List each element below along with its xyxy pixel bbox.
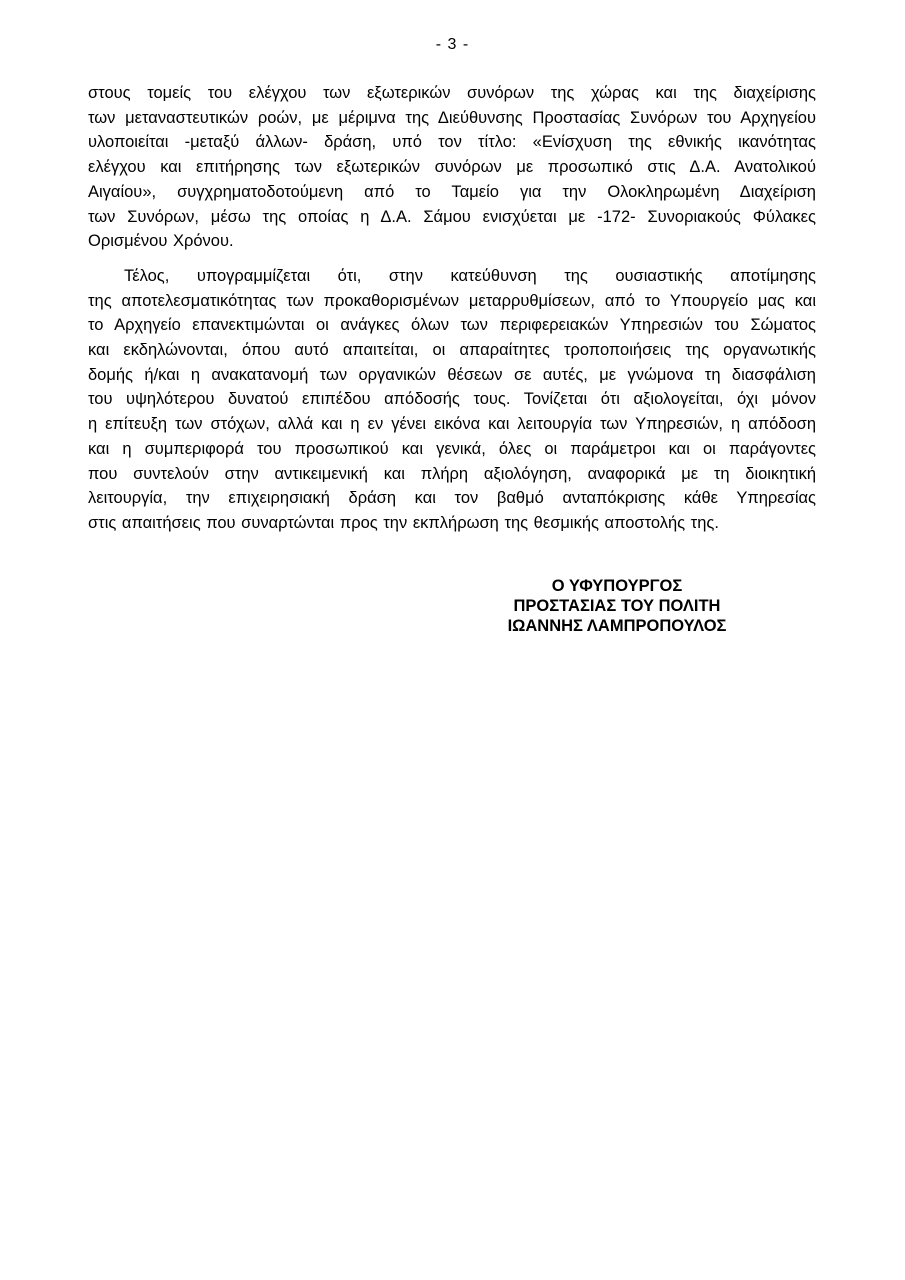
text-line: στους τομείς του ελέγχου των εξωτερικών συνόρων της χώρας και της διαχείρισης — [88, 84, 816, 102]
text-line: υλοποιείται -μεταξύ άλλων- δράση, υπό τον τίτλο: «Ενίσχυση της εθνικής ικανότητας — [88, 133, 816, 152]
text-line: και η συμπεριφορά του προσωπικού και γενικά, όλες οι παράμετροι και οι παράγοντες — [88, 439, 816, 458]
text-line: των Συνόρων, μέσω της οποίας η Δ.Α. Σάμου ενισχύεται με -172- Συνοριακούς Φύλακες — [88, 207, 816, 226]
paragraph — [88, 264, 816, 536]
page-number: - 3 - — [435, 36, 470, 53]
signature-name: ΙΩΑΝΝΗΣ ΛΑΜΠΡΟΠΟΥΛΟΣ — [507, 616, 727, 635]
text-line: Αιγαίου», συγχρηματοδοτούμενη από το Ταμείο για την Ολοκληρωμένη Διαχείριση — [88, 182, 816, 201]
signature-block — [466, 576, 768, 636]
document-body — [88, 81, 816, 636]
text-line: στις απαιτήσεις που συναρτώνται προς την εκπλήρωση της θεσμικής αποστολής της. — [88, 513, 719, 532]
text-line: της αποτελεσματικότητας των προκαθορισμένων μεταρρυθμίσεων, από το Υπουργείο μας και — [88, 291, 816, 310]
text-line: η επίτευξη των στόχων, αλλά και η εν γένει εικόνα και λειτουργία των Υπηρεσιών, η απόδοση — [88, 415, 816, 434]
text-line: δομής ή/και η ανακατανομή των οργανικών θέσεων σε αυτές, με γνώμονα τη διασφάλιση — [88, 365, 816, 384]
text-line: το Αρχηγείο επανεκτιμώνται οι ανάγκες όλων των περιφερειακών Υπηρεσιών του Σώματος — [88, 316, 816, 335]
text-line: και εκδηλώνονται, όπου αυτό απαιτείται, οι απαραίτητες τροποποιήσεις της οργανωτικής — [88, 341, 816, 360]
text-line: Ορισμένου Χρόνου. — [88, 232, 234, 251]
text-line: του υψηλότερου δυνατού επιπέδου απόδοσής τους. Τονίζεται ότι αξιολογείται, όχι μόνον — [88, 390, 816, 409]
text-line: λειτουργία, την επιχειρησιακή δράση και τον βαθμό ανταπόκρισης κάθε Υπηρεσίας — [88, 489, 816, 508]
paragraph — [88, 81, 816, 254]
text-line: ελέγχου και επιτήρησης των εξωτερικών συνόρων με προσωπικό στις Δ.Α. Ανατολικού — [88, 158, 816, 177]
signature-office: ΠΡΟΣΤΑΣΙΑΣ ΤΟΥ ΠΟΛΙΤΗ — [513, 596, 721, 615]
text-line: που συντελούν στην αντικειμενική και πλήρη αξιολόγηση, αναφορικά με τη διοικητική — [88, 464, 816, 483]
text-line: Τέλος, υπογραμμίζεται ότι, στην κατεύθυνση της ουσιαστικής αποτίμησης — [124, 266, 816, 285]
signature-title: Ο ΥΦΥΠΟΥΡΓΟΣ — [551, 576, 683, 595]
text-line: των μεταναστευτικών ροών, με μέριμνα της Διεύθυνσης Προστασίας Συνόρων του Αρχηγείου — [88, 108, 816, 127]
